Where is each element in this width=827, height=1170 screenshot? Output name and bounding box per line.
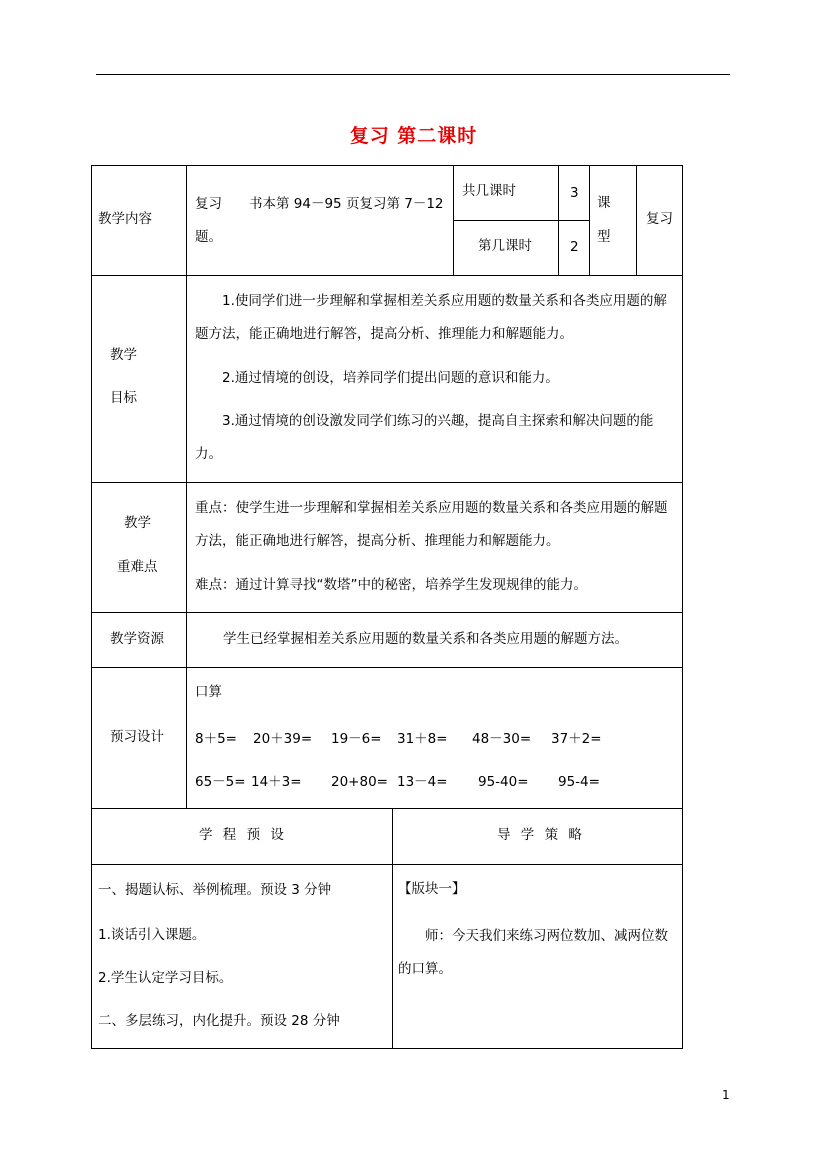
preview-label: 预习设计 (110, 729, 164, 745)
process-step: 二、多层练习，内化提升。预设 28 分钟 (98, 1013, 340, 1029)
key-focus: 重点：使学生进一步理解和掌握相差关系应用题的数量关系和各类应用题的解题方法，能正确地进行解答，提高分析、推理能力和解题能力。 (195, 500, 668, 549)
resources-label: 教学资源 (110, 631, 164, 647)
calc-item: 95-40= (478, 774, 529, 790)
calc-item: 14＋3= (251, 774, 302, 790)
process-step: 1.谈话引入课题。 (98, 927, 206, 943)
resources-value: 学生已经掌握相差关系应用题的数量关系和各类应用题的解题方法。 (223, 631, 628, 647)
lesson-type-value: 复习 (646, 211, 673, 227)
calc-item: 31＋8= (397, 731, 448, 747)
strategy-block-title: 【版块一】 (398, 881, 466, 897)
process-step: 一、揭题认标、举例梳理。预设 3 分钟 (98, 882, 332, 898)
calc-item: 48－30= (472, 731, 532, 747)
objectives-label-1: 教学 (110, 347, 137, 363)
lesson-number-label: 第几课时 (478, 238, 532, 254)
strategy-text: 师：今天我们来练习两位数加、减两位数的口算。 (398, 928, 668, 977)
content-label: 教学内容 (98, 211, 152, 227)
document-title: 复习 第二课时 (349, 125, 478, 147)
calc-item: 19－6= (331, 731, 382, 747)
objectives-label-2: 目标 (110, 390, 137, 406)
process-left-header: 学 程 预 设 (199, 827, 287, 843)
content-value: 复习 书本第 94－95 页复习第 7－12 题。 (195, 196, 444, 245)
preview-heading: 口算 (195, 684, 222, 700)
header-rule (96, 74, 730, 75)
calc-item: 20＋39= (253, 731, 313, 747)
lesson-number-value: 2 (570, 239, 579, 255)
calc-item: 37＋2= (551, 731, 602, 747)
objective-item-3: 3.通过情境的创设激发同学们练习的兴趣，提高自主探索和解决问题的能力。 (195, 413, 654, 462)
calc-item: 20+80= (331, 774, 388, 790)
lesson-type-label-1: 课 (597, 195, 611, 211)
calc-item: 13－4= (397, 774, 448, 790)
total-lessons-value: 3 (570, 185, 579, 201)
objective-item-2: 2.通过情境的创设，培养同学们提出问题的意识和能力。 (222, 370, 559, 386)
total-lessons-label: 共几课时 (462, 183, 516, 199)
lesson-type-label-2: 型 (597, 229, 611, 245)
objective-item-1: 1.使同学们进一步理解和掌握相差关系应用题的数量关系和各类应用题的解题方法，能正确地进行解答，提高分析、推理能力和解题能力。 (195, 293, 667, 342)
calc-item: 65－5= (195, 774, 246, 790)
calc-item: 95-4= (558, 774, 600, 790)
process-step: 2.学生认定学习目标。 (98, 970, 233, 986)
key-difficulty: 难点：通过计算寻找“数塔”中的秘密，培养学生发现规律的能力。 (195, 577, 587, 593)
key-points-label-2: 重难点 (117, 559, 158, 575)
page-number: 1 (722, 1088, 730, 1102)
process-right-header: 导 学 策 略 (497, 827, 585, 843)
key-points-label-1: 教学 (124, 515, 151, 531)
calc-item: 8＋5= (195, 731, 237, 747)
